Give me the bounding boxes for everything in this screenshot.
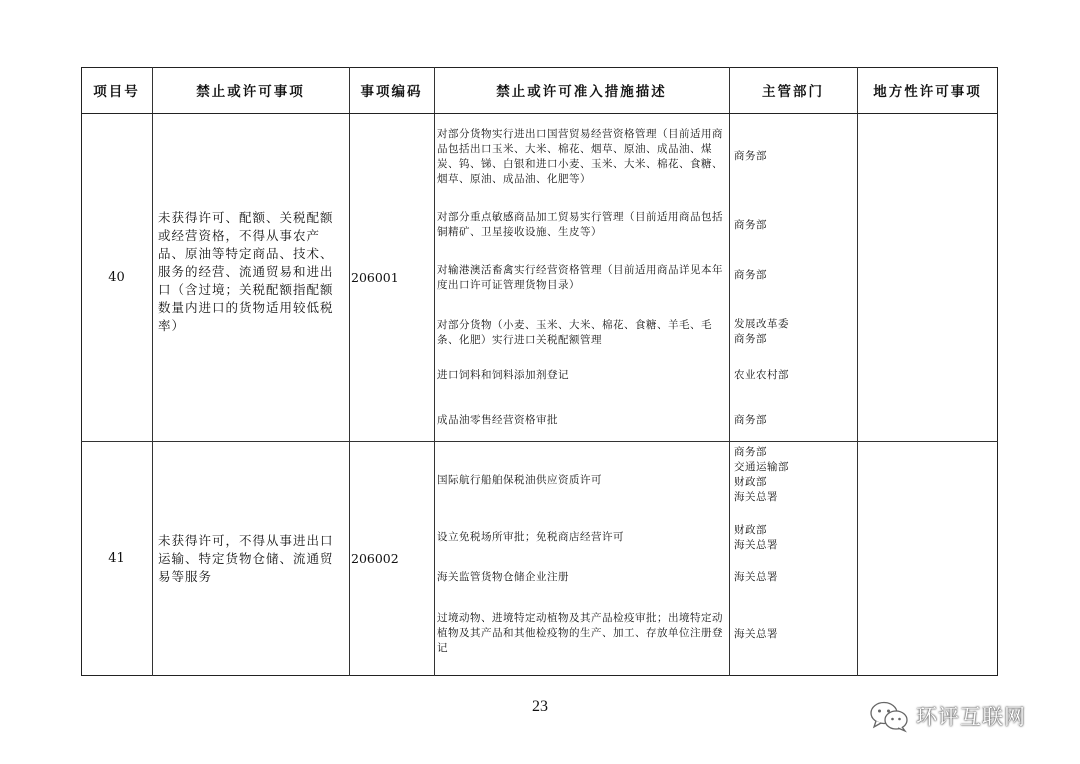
measure-dept: 海关总署 (734, 571, 778, 583)
measure-dept: 海关总署 (734, 628, 778, 640)
measure-desc: 过境动物、进境特定动植物及其产品检疫审批；出境特定动植物及其产品和其他检疫物的生产、加工、存放单位注册登记 (437, 612, 723, 654)
col-divider (434, 67, 435, 676)
measure-dept: 商务部 (734, 219, 767, 231)
measure-dept: 商务部 (734, 414, 767, 426)
header-dept: 主管部门 (762, 84, 824, 100)
item-text: 未获得许可、配额、关税配额或经营资格，不得从事农产品、原油等特定商品、技术、服务的经营、流通贸易和进出口（含过境；关税配额指配额数量内进口的货物适用较低税率） (158, 210, 334, 333)
page-number: 23 (532, 698, 548, 715)
header-item-no: 项目号 (93, 84, 140, 100)
measure-desc: 国际航行船舶保税油供应资质许可 (437, 474, 602, 486)
measure-desc: 设立免税场所审批；免税商店经营许可 (437, 531, 624, 543)
measure-dept: 农业农村部 (734, 369, 789, 381)
header-code: 事项编码 (360, 84, 423, 100)
watermark (868, 699, 1026, 733)
row-number: 40 (108, 269, 125, 285)
measure-desc: 对部分重点敏感商品加工贸易实行管理（目前适用商品包括铜精矿、卫星接收设施、生皮等） (437, 211, 723, 238)
header-measures: 禁止或许可准入措施描述 (496, 84, 667, 100)
header-item: 禁止或许可事项 (196, 84, 305, 100)
col-divider (152, 67, 153, 676)
permit-table (81, 67, 998, 676)
measure-dept: 财政部 海关总署 (734, 524, 778, 551)
measure-desc: 成品油零售经营资格审批 (437, 414, 558, 426)
header-divider (81, 113, 998, 114)
measure-desc: 对部分货物实行进出口国营贸易经营资格管理（目前适用商品包括出口玉米、大米、棉花、烟草、原油、成品油、煤炭、钨、锑、白银和进口小麦、玉米、大米、棉花、食糖、烟草、原油、成品油、化肥等） (437, 128, 723, 185)
header-local: 地方性许可事项 (873, 84, 982, 100)
measure-dept: 发展改革委 商务部 (734, 318, 789, 345)
item-text: 未获得许可，不得从事进出口运输、特定货物仓储、流通贸易等服务 (158, 533, 334, 584)
col-divider (349, 67, 350, 676)
watermark-text: 环评互联网 (916, 705, 1026, 729)
measure-desc: 海关监管货物仓储企业注册 (437, 571, 569, 583)
measure-dept: 商务部 (734, 150, 767, 162)
row-divider (81, 441, 998, 442)
measure-desc: 对部分货物（小麦、玉米、大米、棉花、食糖、羊毛、毛条、化肥）实行进口关税配额管理 (437, 319, 712, 346)
row-number: 41 (108, 551, 125, 566)
measure-dept: 商务部 交通运输部 财政部 海关总署 (734, 446, 789, 503)
measure-desc: 进口饲料和饲料添加剂登记 (437, 369, 569, 381)
measure-dept: 商务部 (734, 269, 767, 281)
col-divider (729, 67, 730, 676)
wechat-icon (868, 699, 910, 733)
item-code: 206001 (351, 269, 399, 285)
col-divider (857, 67, 858, 676)
measure-desc: 对输港澳活畜禽实行经营资格管理（目前适用商品详见本年度出口许可证管理货物目录） (437, 264, 723, 291)
item-code: 206002 (351, 551, 399, 566)
